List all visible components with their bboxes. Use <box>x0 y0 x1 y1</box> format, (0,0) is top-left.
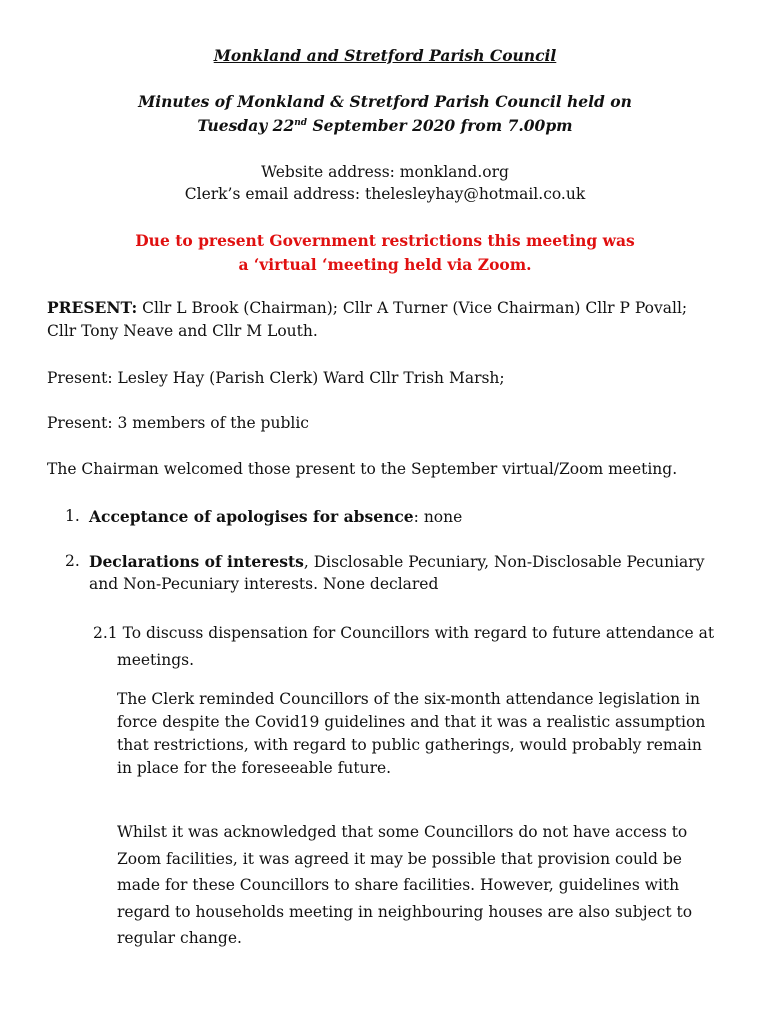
paragraph-line: made for these Councillors to share facilities. However, guidelines with <box>117 876 680 894</box>
paragraph-line: regard to households meeting in neighbouring houses are also subject to <box>117 902 693 921</box>
minutes-heading-line2 <box>0 116 770 135</box>
paragraph-line: that restrictions, with regard to public gatherings, would probably remain <box>117 736 702 754</box>
paragraph-line: regular change. <box>117 929 242 947</box>
item2-number: 2. <box>65 552 80 570</box>
present-label: PRESENT: <box>47 298 138 317</box>
clerk-email-line: Clerk’s email address: thelesleyhay@hotmail.co.uk <box>184 185 586 203</box>
meeting-date-day: Tuesday 22 <box>197 116 295 135</box>
item2-line2: and Non-Pecuniary interests. None declared <box>89 575 439 593</box>
item1-apologies <box>89 507 462 526</box>
present-clerk-line: Present: Lesley Hay (Parish Clerk) Ward Cllr Trish Marsh; <box>47 369 505 387</box>
paragraph-line: Zoom facilities, it was agreed it may be possible that provision could be <box>117 849 682 868</box>
clerk-reminder-paragraph <box>117 688 705 780</box>
present-councillors-line2: Cllr Tony Neave and Cllr M Louth. <box>47 322 318 340</box>
date-ordinal-suffix: nd <box>294 117 308 128</box>
paragraph-line: Whilst it was acknowledged that some Councillors do not have access to <box>117 823 688 841</box>
present-public-line: Present: 3 members of the public <box>47 414 309 432</box>
meeting-date-rest: September 2020 from 7.00pm <box>307 116 573 135</box>
item1-text: : none <box>413 508 463 526</box>
website-line: Website address: monkland.org <box>261 163 509 181</box>
item21-line1: 2.1 To discuss dispensation for Councillors with regard to future attendance at <box>93 624 715 642</box>
paragraph-line: force despite the Covid19 guidelines and that it was a realistic assumption <box>117 713 706 731</box>
zoom-notice-line1: Due to present Government restrictions this meeting was <box>135 231 635 250</box>
item1-heading: Acceptance of apologises for absence <box>89 507 414 526</box>
present-councillors-line1 <box>47 298 687 317</box>
minutes-heading-line1: Minutes of Monkland & Stretford Parish Council held on <box>138 92 632 111</box>
item2-heading: Declarations of interests <box>89 552 304 571</box>
item1-number: 1. <box>65 507 80 525</box>
item2-declarations <box>89 552 704 571</box>
present-councillors-text: Cllr L Brook (Chairman); Cllr A Turner (Vice Chairman) Cllr P Povall; <box>137 299 688 317</box>
item2-text: , Disclosable Pecuniary, Non-Disclosable Pecuniary <box>303 553 705 571</box>
chairman-welcome: The Chairman welcomed those present to the September virtual/Zoom meeting. <box>47 460 678 478</box>
document-title: Monkland and Stretford Parish Council <box>213 46 557 65</box>
zoom-access-paragraph <box>117 819 692 952</box>
item21-line2: meetings. <box>117 651 195 669</box>
zoom-notice-line2: a ‘virtual ‘meeting held via Zoom. <box>238 255 532 274</box>
paragraph-line: in place for the foreseeable future. <box>117 759 392 777</box>
paragraph-line: The Clerk reminded Councillors of the six-month attendance legislation in <box>117 690 701 708</box>
